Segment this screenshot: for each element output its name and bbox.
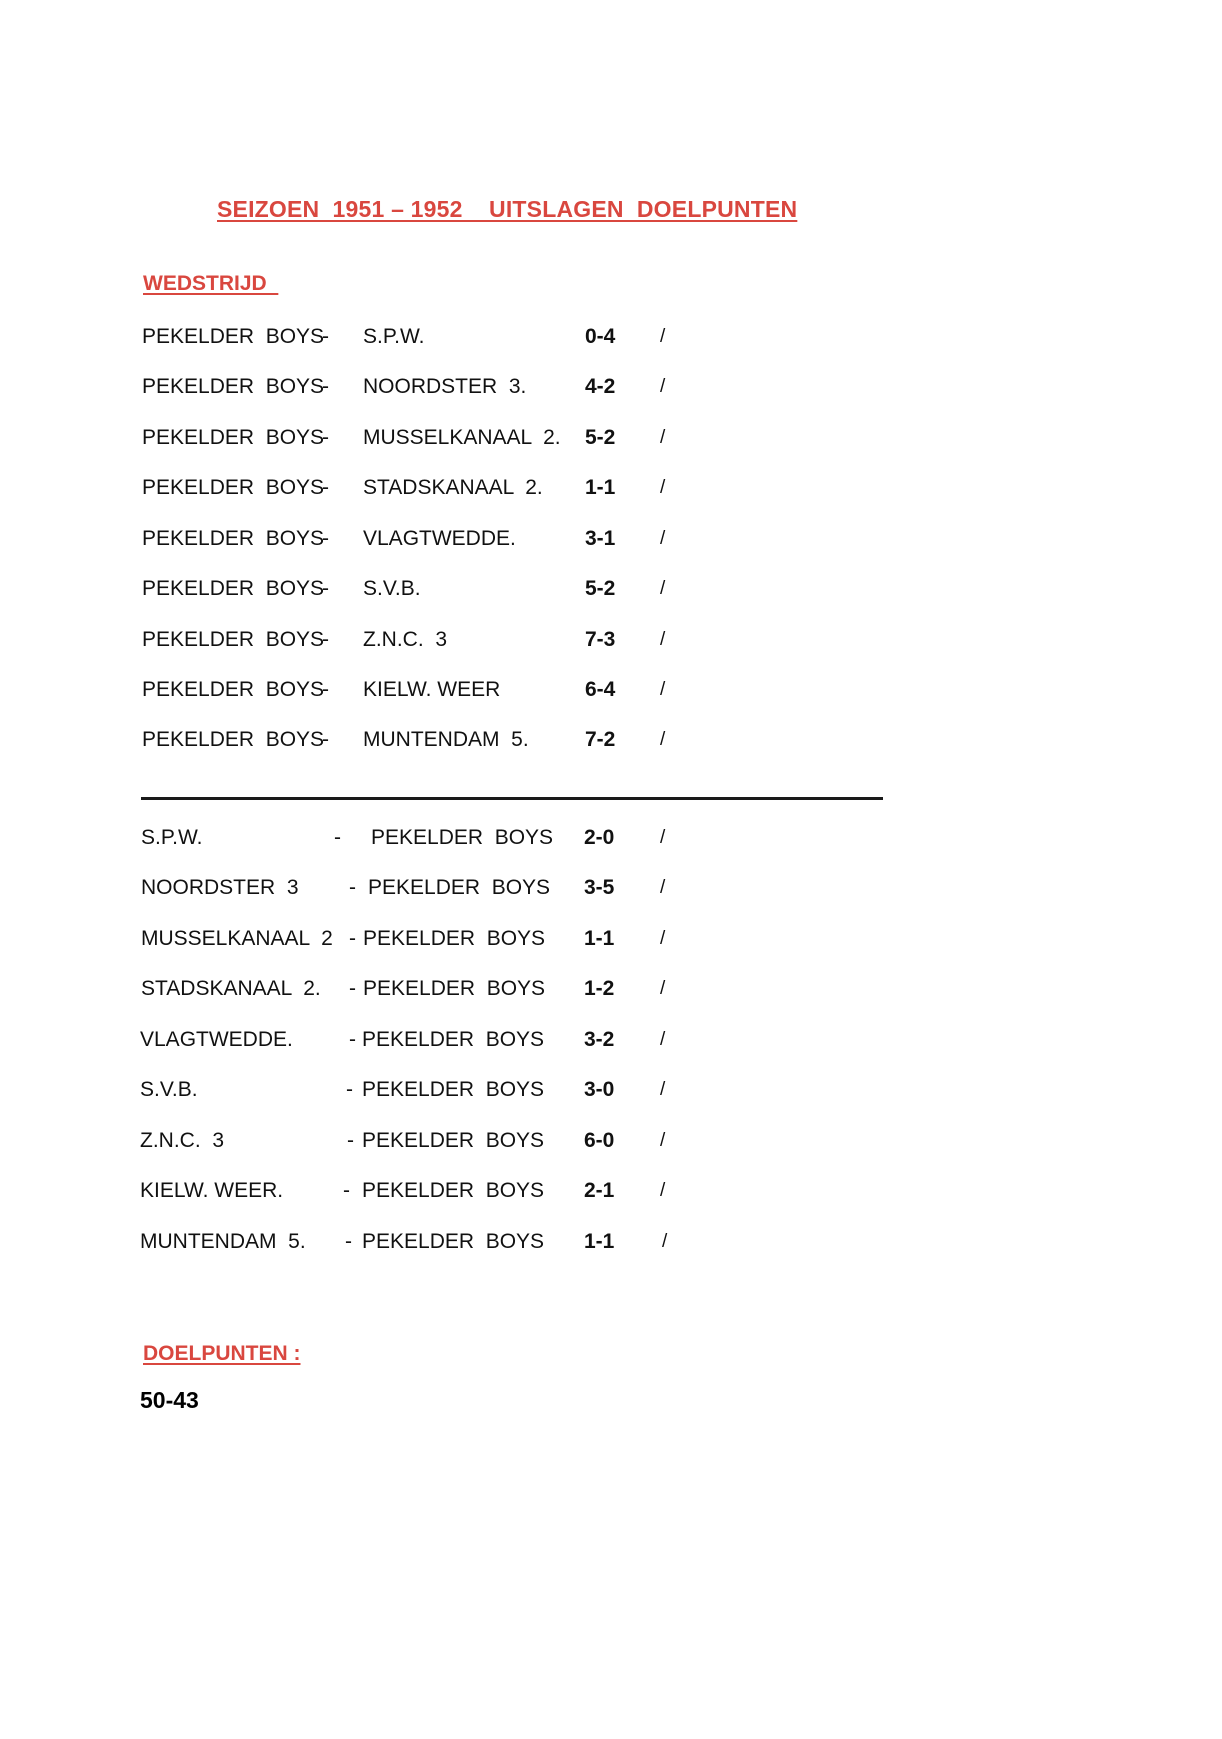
score: 1-2 (584, 977, 615, 1000)
page-title: SEIZOEN 1951 – 1952 UITSLAGEN DOELPUNTEN (217, 196, 798, 222)
home-team: PEKELDER BOYS (142, 678, 325, 701)
score: 6-4 (585, 678, 616, 701)
match-row (0, 725, 1222, 755)
match-row (0, 675, 1222, 705)
match-row (0, 873, 1222, 903)
home-team: MUNTENDAM 5. (140, 1230, 306, 1253)
score: 1-1 (584, 1230, 615, 1253)
score: 3-5 (584, 876, 615, 899)
match-row (0, 524, 1222, 554)
away-team: MUSSELKANAAL 2. (363, 426, 561, 449)
home-team: PEKELDER BOYS (142, 527, 325, 550)
dash: - (346, 1078, 353, 1101)
check-mark: / (660, 1130, 666, 1151)
score: 6-0 (584, 1129, 615, 1152)
home-team: S.P.W. (141, 826, 203, 849)
check-mark: / (660, 877, 666, 898)
dash: - (322, 426, 329, 449)
match-row (0, 423, 1222, 453)
score: 1-1 (584, 927, 615, 950)
dash: - (349, 876, 356, 899)
home-team: MUSSELKANAAL 2 (141, 927, 333, 950)
home-team: STADSKANAAL 2. (141, 977, 321, 1000)
home-team: KIELW. WEER. (140, 1179, 284, 1202)
check-mark: / (662, 1231, 668, 1252)
dash: - (322, 527, 329, 550)
score: 5-2 (585, 577, 616, 600)
dash: - (345, 1230, 352, 1253)
dash: - (347, 1129, 354, 1152)
check-mark: / (660, 1180, 666, 1201)
dash: - (322, 325, 329, 348)
home-team: PEKELDER BOYS (142, 628, 325, 651)
dash: - (343, 1179, 350, 1202)
check-mark: / (660, 827, 666, 848)
score: 3-1 (585, 527, 616, 550)
match-row (0, 322, 1222, 352)
away-team: MUNTENDAM 5. (363, 728, 529, 751)
goals-total: 50-43 (140, 1387, 199, 1413)
dash: - (322, 476, 329, 499)
away-team: PEKELDER BOYS (368, 876, 551, 899)
away-team: PEKELDER BOYS (362, 1078, 545, 1101)
dash: - (349, 977, 356, 1000)
check-mark: / (660, 1079, 666, 1100)
check-mark: / (660, 477, 666, 498)
check-mark: / (660, 928, 666, 949)
section-label-matches: WEDSTRIJD (143, 272, 279, 295)
section-divider (141, 797, 883, 800)
score: 4-2 (585, 375, 616, 398)
dash: - (349, 927, 356, 950)
away-team: S.P.W. (363, 325, 425, 348)
score: 3-2 (584, 1028, 615, 1051)
match-row (0, 625, 1222, 655)
away-team: STADSKANAAL 2. (363, 476, 543, 499)
dash: - (322, 678, 329, 701)
match-row (0, 473, 1222, 503)
dash: - (322, 728, 329, 751)
check-mark: / (660, 427, 666, 448)
home-team: PEKELDER BOYS (142, 476, 325, 499)
match-row (0, 823, 1222, 853)
check-mark: / (660, 1029, 666, 1050)
check-mark: / (660, 729, 666, 750)
match-row (0, 1176, 1222, 1206)
dash: - (349, 1028, 356, 1051)
home-team: Z.N.C. 3 (140, 1129, 225, 1152)
home-team: PEKELDER BOYS (142, 577, 325, 600)
check-mark: / (660, 578, 666, 599)
away-team: PEKELDER BOYS (362, 1179, 545, 1202)
section-label-goals: DOELPUNTEN : (143, 1342, 301, 1365)
score: 7-3 (585, 628, 616, 651)
match-row (0, 1075, 1222, 1105)
away-team: S.V.B. (363, 577, 421, 600)
away-team: PEKELDER BOYS (363, 977, 546, 1000)
score: 2-1 (584, 1179, 615, 1202)
score: 5-2 (585, 426, 616, 449)
check-mark: / (660, 629, 666, 650)
away-team: PEKELDER BOYS (362, 1230, 545, 1253)
score: 1-1 (585, 476, 616, 499)
away-team: Z.N.C. 3 (363, 628, 448, 651)
check-mark: / (660, 376, 666, 397)
dash: - (334, 826, 341, 849)
check-mark: / (660, 679, 666, 700)
match-row (0, 1126, 1222, 1156)
home-team: PEKELDER BOYS (142, 375, 325, 398)
home-team: NOORDSTER 3 (141, 876, 299, 899)
home-team: S.V.B. (140, 1078, 198, 1101)
check-mark: / (660, 326, 666, 347)
score: 0-4 (585, 325, 616, 348)
score: 2-0 (584, 826, 615, 849)
away-team: PEKELDER BOYS (362, 1129, 545, 1152)
dash: - (322, 375, 329, 398)
match-row (0, 1227, 1222, 1257)
home-team: PEKELDER BOYS (142, 426, 325, 449)
away-team: PEKELDER BOYS (362, 1028, 545, 1051)
match-row (0, 574, 1222, 604)
score: 7-2 (585, 728, 616, 751)
score: 3-0 (584, 1078, 615, 1101)
dash: - (322, 577, 329, 600)
away-team: PEKELDER BOYS (363, 927, 546, 950)
away-team: KIELW. WEER (363, 678, 501, 701)
away-team: NOORDSTER 3. (363, 375, 527, 398)
home-team: VLAGTWEDDE. (140, 1028, 293, 1051)
away-team: VLAGTWEDDE. (363, 527, 516, 550)
check-mark: / (660, 978, 666, 999)
dash: - (322, 628, 329, 651)
away-team: PEKELDER BOYS (371, 826, 554, 849)
match-row (0, 974, 1222, 1004)
match-row (0, 372, 1222, 402)
check-mark: / (660, 528, 666, 549)
match-row (0, 924, 1222, 954)
home-team: PEKELDER BOYS (142, 325, 325, 348)
home-team: PEKELDER BOYS (142, 728, 325, 751)
match-row (0, 1025, 1222, 1055)
